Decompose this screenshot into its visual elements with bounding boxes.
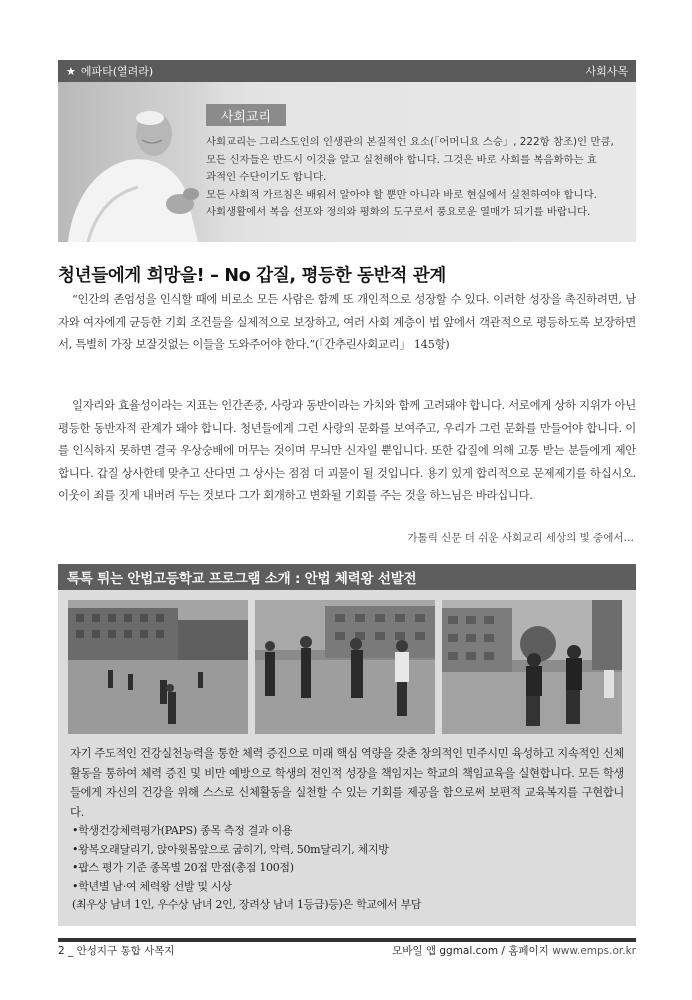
category-label: 사회사목 (585, 65, 628, 78)
section-header-bar (58, 60, 636, 82)
program-bullet-list (72, 822, 622, 915)
program-description: 자기 주도적인 건강실천능력을 통한 체력 증진으로 미래 핵심 역량을 갖춘 창의적인 민주시민 육성하고 지속적인 신체활동을 통하여 체력 증진 및 비만 예방으로 학생의 전인적 성장을 책임지는 학교의 책임교육을 실현합니다. 모든 학생들에게 자신의 건강을 위해 스스로 신체활동을 실천할 수 있는 기회를 제공을 함으로써 보편적 교육복지를 구현합니다. (70, 747, 624, 819)
intro-title: 사회교리 (206, 104, 286, 126)
footer-site-link[interactable]: www.emps.or.kr (552, 945, 636, 957)
list-item: (최우상 남녀 1인, 우수상 남녀 2인, 장려상 남녀 1등급)등)은 학교에서 부담 (72, 898, 422, 912)
photo-field-game (68, 600, 248, 734)
article-headline: 청년들에게 희망을! – No 갑질, 평등한 동반적 관계 (58, 266, 446, 286)
intro-line: 사회생활에서 복음 선포와 정의와 평화의 도구로서 풍요로운 열매가 되기를 바랍니다. (206, 206, 591, 218)
intro-line: 과적인 수단이기도 합니다. (206, 171, 327, 183)
footer-page-label: 2 _ 안성지구 통합 사목지 (58, 945, 175, 957)
article-paragraph-1: “인간의 존엄성을 인식할 때에 비로소 모든 사람은 함께 또 개인적으로 성장할 수 있다. 이러한 성장을 촉진하려면, 남자와 여자에게 균등한 기회 조건들을 실제적으로 보장하고, 여러 사회 계층이 법 앞에서 객관적으로 평등하도록 보장하면서, 특별히 가장 보잘것없는 이들을 도와주어야 한다.”(「간추린사회교리」 145항) (58, 292, 636, 351)
intro-line: 사회교리는 그리스도인의 인생관의 본질적인 요소(「어머니요 스승」, 222항 참조)인 만큼, (206, 136, 614, 148)
intro-line: 모든 신자들은 반드시 이것을 알고 실천해야 합니다. 그것은 바로 사회를 복음화하는 효 (206, 153, 597, 166)
footer-contact-text: 모바일 앱 ggmal.com / 홈페이지 (392, 945, 549, 957)
list-item: •팝스 평가 기준 종목별 20점 만점(총점 100점) (72, 861, 294, 875)
article-paragraph-2: 일자리와 효율성이라는 지표는 인간존중, 사랑과 동반이라는 가치와 함께 고려돼야 합니다. 서로에게 상하 지위가 아닌 평등한 동반자적 관계가 돼야 합니다. 청년들에게 그런 사랑의 문화를 보여주고, 우리가 그런 문화를 만들어야 합니다. 이를 인식하지 못하면 결국 우상숭배에 머무는 것이며 무늬만 신자일 뿐입니다. 또한 갑질에 의해 고통 받는 분들에게 제안합니다. 갑질 상사한테 맞추고 산다면 그 상사는 점점 더 괴물이 될 것입니다. 용기 있게 합리적으로 문제제기를 하십시오. 이웃이 죄를 짓게 내버려 두는 것보다 그가 회개하고 변화될 기회를 주는 것을 하느님은 바라십니다. (58, 398, 636, 502)
footer-contact (392, 943, 636, 958)
article-source: 가톨릭 신문 더 쉬운 사회교리 세상의 빛 중에서… (407, 532, 634, 544)
star-icon: ★ (66, 65, 76, 78)
photo-running-students (442, 600, 622, 734)
page-footer (58, 938, 636, 958)
program-title-bar: 톡톡 튀는 안법고등학교 프로그램 소개 : 안법 체력왕 선발전 (58, 564, 636, 590)
photo-field-players (255, 600, 435, 734)
intro-box (58, 82, 636, 242)
intro-text (206, 134, 630, 222)
section-label (66, 63, 153, 79)
list-item: •학년별 남·여 체력왕 선발 및 시상 (72, 879, 232, 893)
section-title: 에파타(열려라) (80, 65, 154, 78)
list-item: •왕복오래달리기, 앉아윗몸앞으로 굽히기, 악력, 50m달리기, 체지방 (72, 842, 389, 856)
intro-line: 모든 사회적 가르침은 배워서 알아야 할 뿐만 아니라 바로 현실에서 실천하여야 합니다. (206, 188, 597, 201)
list-item: •학생건강체력평가(PAPS) 종목 측정 결과 이용 (72, 824, 293, 837)
program-box (58, 590, 636, 926)
